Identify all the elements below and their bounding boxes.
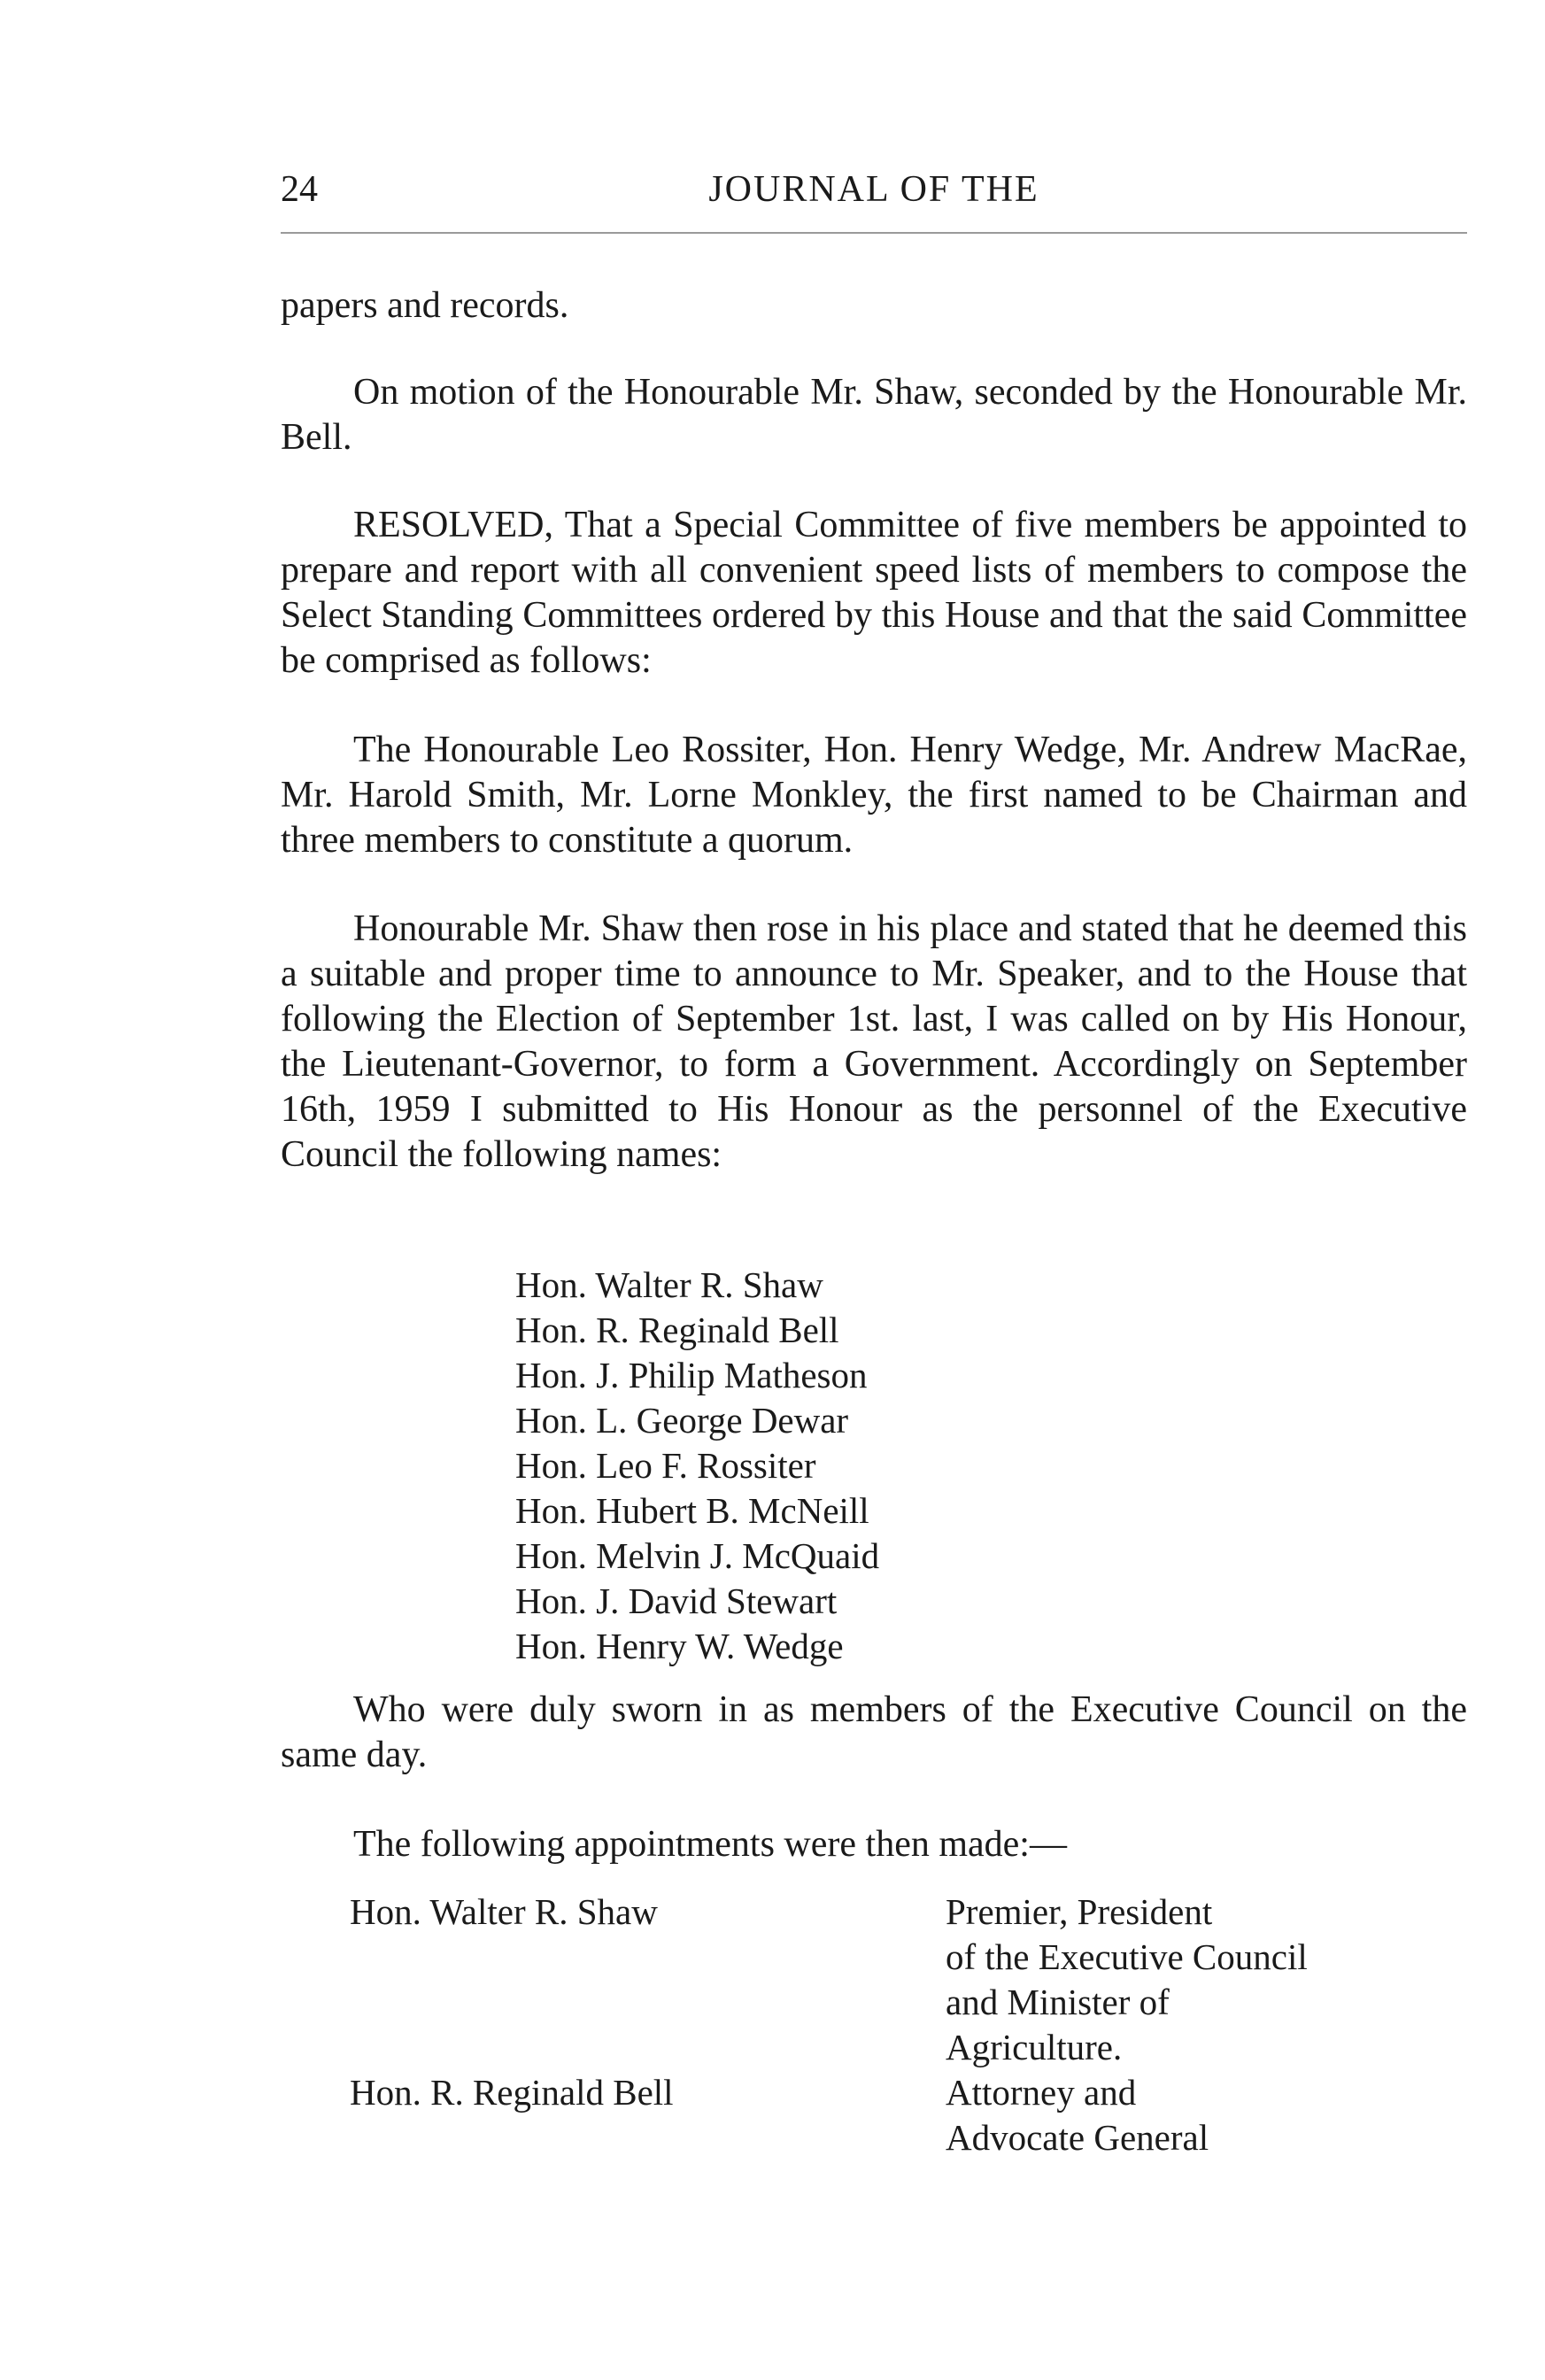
- role-line: Agriculture.: [946, 2027, 1123, 2067]
- role-line: Attorney and: [946, 2072, 1137, 2113]
- appointment-name: Hon. Walter R. Shaw: [350, 1891, 658, 1932]
- role-line: Premier, President: [946, 1891, 1213, 1932]
- paragraph-sworn-in: Who were duly sworn in as members of the Executive Council on the same day.: [281, 1689, 1467, 1775]
- council-member: Hon. Hubert B. McNeill: [515, 1490, 869, 1531]
- paragraph-shaw-statement: Honourable Mr. Shaw then rose in his place and stated that he deemed this a suitable and proper time to announce to Mr. Speaker, and to the House that following the Election of September 1st. last, I was called on by His Honour, the Lieutenant-Governor, to form a Government. Accordingly on September 16th, 1959 I submitted to His Honour as the personnel of the Executive Council the following names:: [281, 908, 1467, 1175]
- paragraph-papers: papers and records.: [281, 285, 569, 326]
- paragraph-committee-members: The Honourable Leo Rossiter, Hon. Henry Wedge, Mr. Andrew MacRae, Mr. Harold Smith, Mr. Lorne Monkley, the first named to be Chairman and three members to constitute a quorum.: [281, 730, 1467, 861]
- paragraph-appointments-intro: The following appointments were then made:—: [353, 1824, 1067, 1865]
- role-line: and Minister of: [946, 1982, 1170, 2022]
- council-member: Hon. J. Philip Matheson: [515, 1355, 868, 1395]
- council-member: Hon. J. David Stewart: [515, 1580, 838, 1621]
- council-member: Hon. L. George Dewar: [515, 1400, 849, 1441]
- page-header: [281, 168, 1467, 221]
- role-line: of the Executive Council: [946, 1936, 1308, 1977]
- council-member: Hon. R. Reginald Bell: [515, 1310, 839, 1350]
- running-head: JOURNAL OF THE: [708, 169, 1039, 210]
- paragraph-motion: On motion of the Honourable Mr. Shaw, seconded by the Honourable Mr. Bell.: [281, 372, 1467, 458]
- header-rule: [281, 232, 1467, 234]
- appointment-name: Hon. R. Reginald Bell: [350, 2072, 674, 2113]
- paragraph-resolved: RESOLVED, That a Special Committee of five members be appointed to prepare and report with all convenient speed lists of members to compose the Select Standing Committees ordered by this House and that the said Committee be comprised as follows:: [281, 505, 1467, 681]
- appointment-role: [946, 2070, 1209, 2160]
- appointment-role: [946, 1889, 1308, 2070]
- council-members-list: [515, 1263, 879, 1669]
- council-member: Hon. Leo F. Rossiter: [515, 1445, 816, 1486]
- page-number: 24: [281, 169, 318, 210]
- council-member: Hon. Walter R. Shaw: [515, 1264, 823, 1305]
- council-member: Hon. Henry W. Wedge: [515, 1626, 844, 1666]
- council-member: Hon. Melvin J. McQuaid: [515, 1535, 880, 1576]
- role-line: Advocate General: [946, 2117, 1209, 2158]
